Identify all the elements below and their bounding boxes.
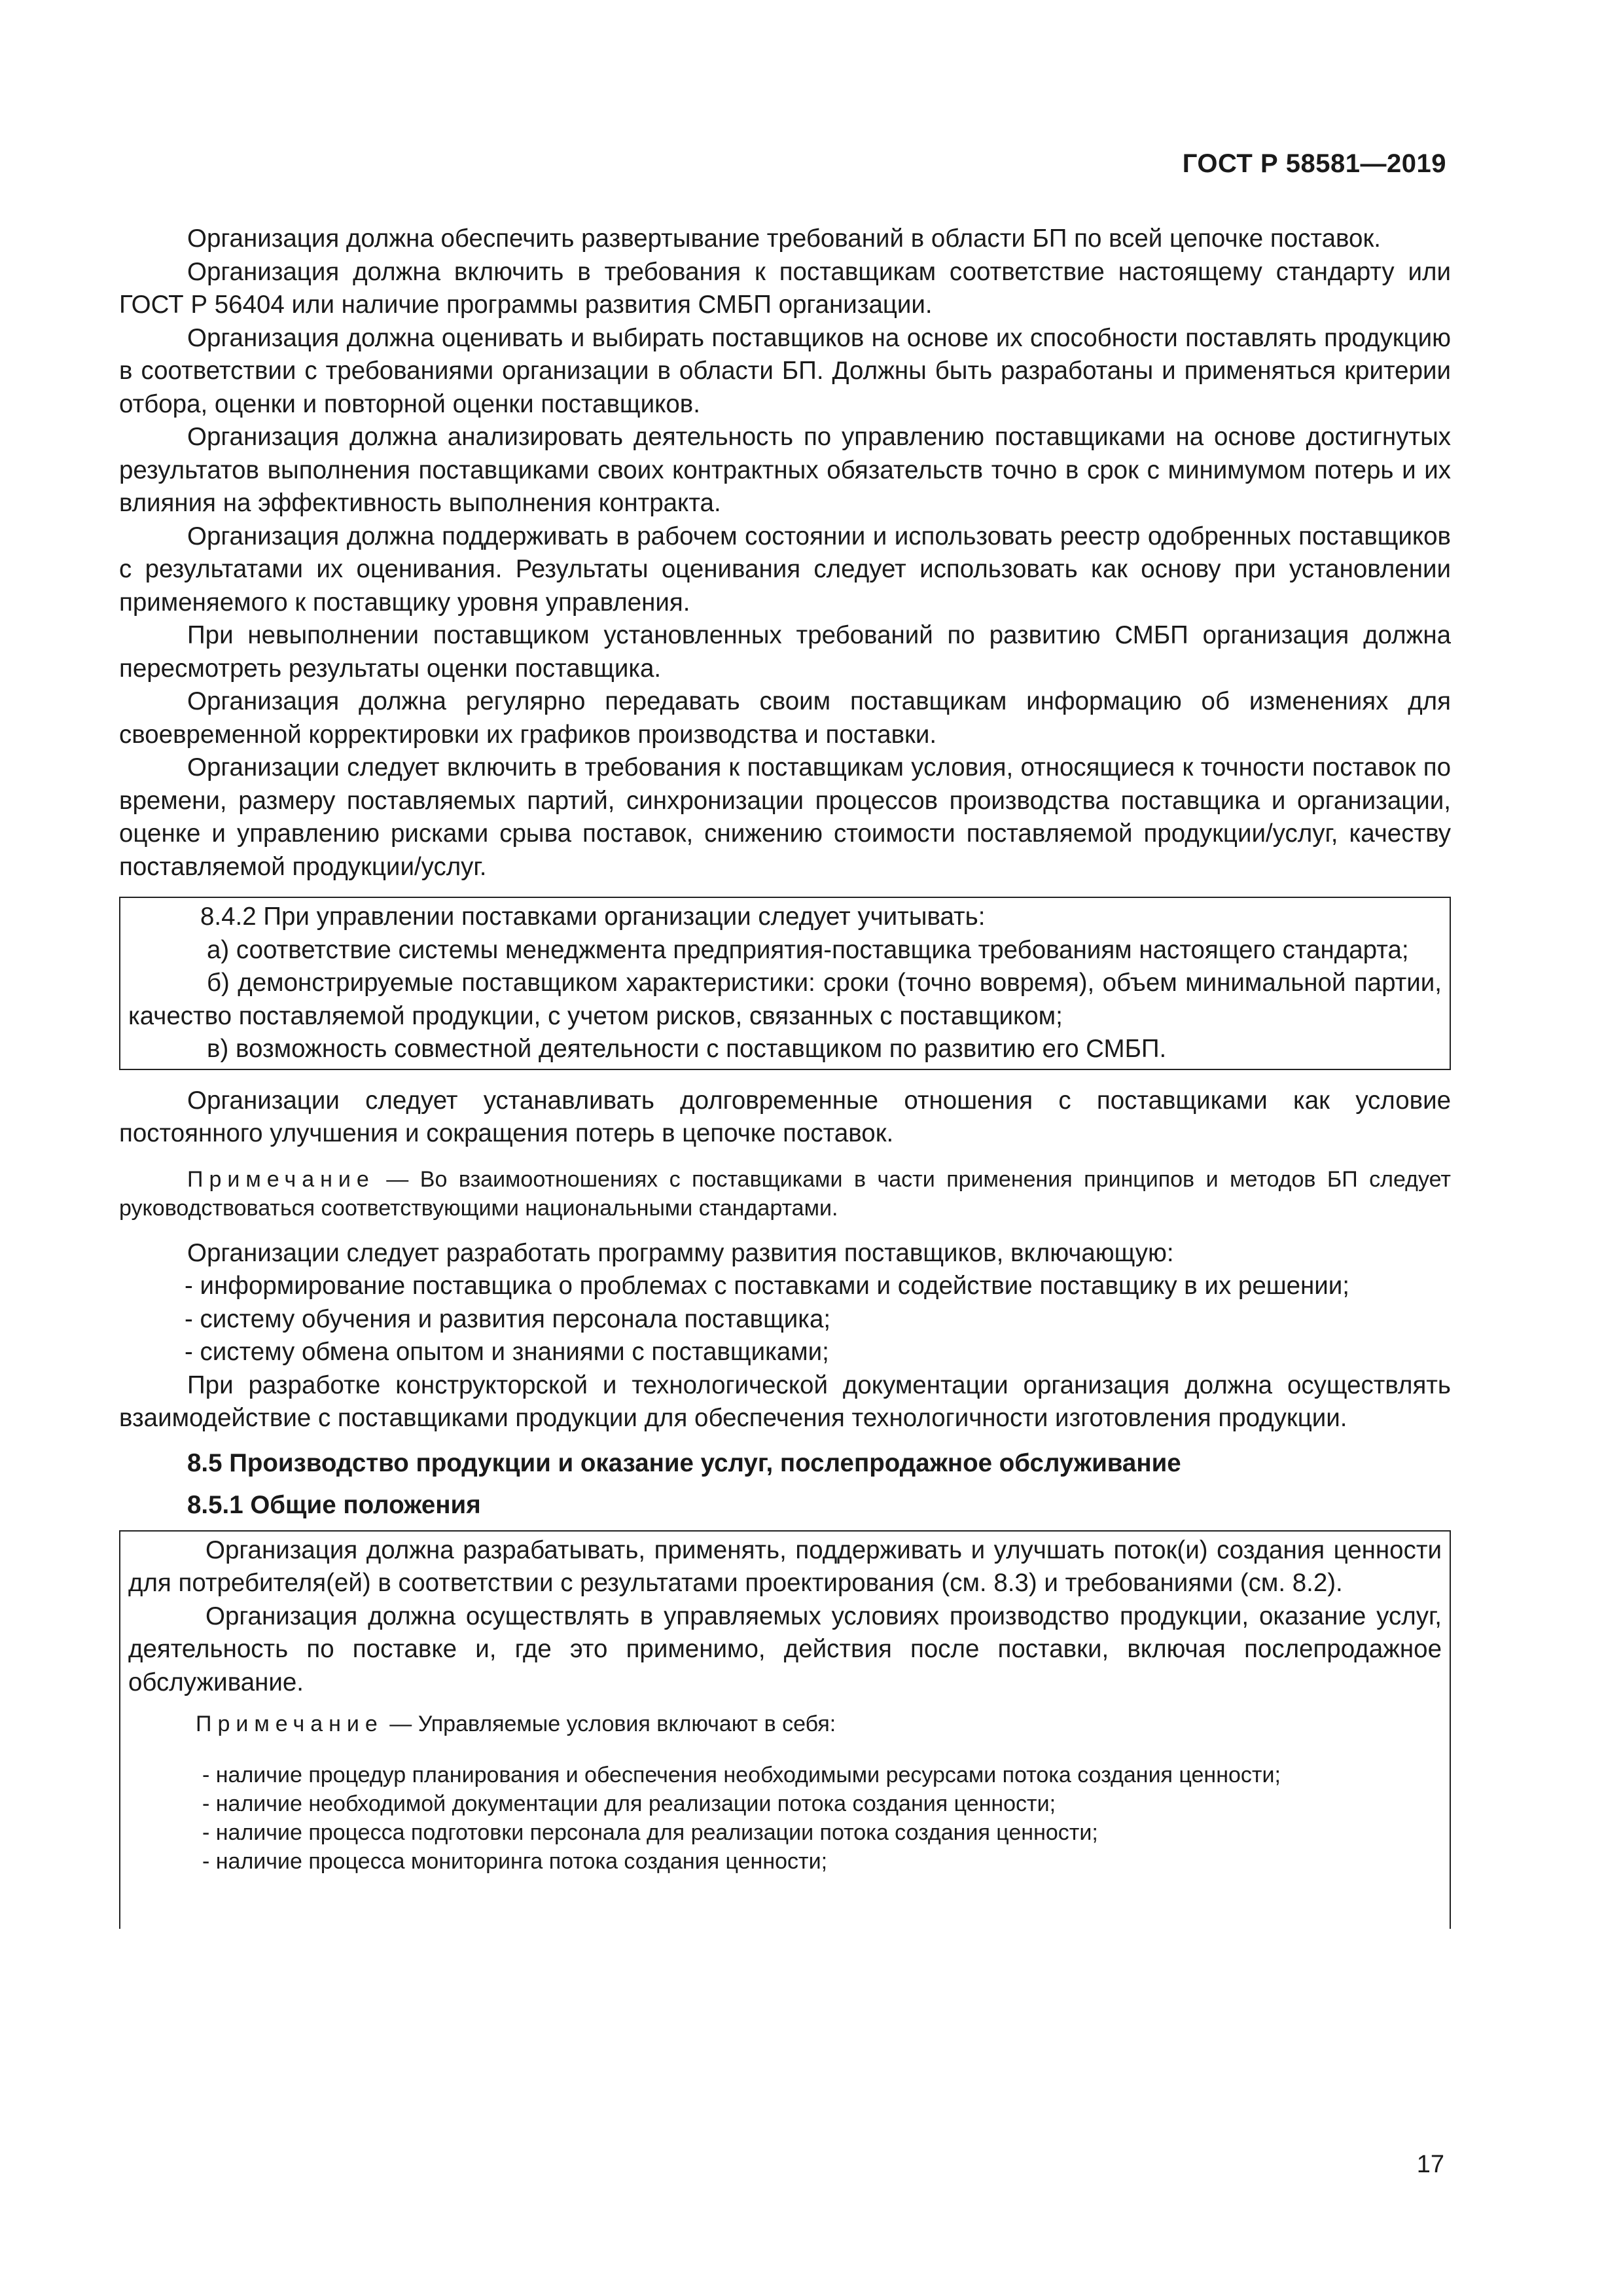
paragraph: Организация должна поддерживать в рабочем состоянии и использовать реестр одобренных поставщиков с результатами их оценивания. Результаты оценивания следует использовать как основу при установлении применяемого к поставщику уровня управления. bbox=[119, 522, 1451, 617]
note-list-item: - наличие процедур планирования и обеспечения необходимыми ресурсами потока создания ценности; bbox=[202, 1763, 1281, 1787]
list-item: - систему обучения и развития персонала поставщика; bbox=[185, 1304, 831, 1333]
clause-item-b: б) демонстрируемые поставщиком характеристики: сроки (точно вовремя), объем минимальной партии, качество поставляемой продукции, с учетом рисков, связанных с поставщиком; bbox=[128, 969, 1442, 1030]
paragraph: Организации следует разработать программу развития поставщиков, включающую: bbox=[187, 1238, 1174, 1267]
section-heading: 8.5 Производство продукции и оказание услуг, послепродажное обслуживание bbox=[187, 1448, 1181, 1477]
subsection-heading: 8.5.1 Общие положения bbox=[187, 1491, 481, 1519]
paragraph: Организация должна обеспечить развертывание требований в области БП по всей цепочке поставок. bbox=[187, 224, 1381, 253]
list-item: - систему обмена опытом и знаниями с поставщиками; bbox=[185, 1338, 829, 1366]
note-list-item: - наличие необходимой документации для реализации потока создания ценности; bbox=[202, 1791, 1056, 1816]
clause-item-c: в) возможность совместной деятельности с поставщиком по развитию его СМБП. bbox=[207, 1035, 1167, 1063]
clause-intro: 8.4.2 При управлении поставками организации следует учитывать: bbox=[200, 903, 986, 931]
note-label: Примечание bbox=[187, 1166, 375, 1192]
note-list-item: - наличие процесса мониторинга потока создания ценности; bbox=[202, 1849, 828, 1874]
boxed-clause-8-5-1 bbox=[119, 1530, 1451, 1929]
paragraph: Организации следует устанавливать долговременные отношения с поставщиками как условие постоянного улучшения и сокращения потерь в цепочке поставок. bbox=[119, 1086, 1451, 1147]
note bbox=[128, 1710, 1442, 1738]
paragraph: При разработке конструкторской и технологической документации организация должна осуществлять взаимодействие с поставщиками продукции для обеспечения технологичности изготовления продукции. bbox=[119, 1371, 1451, 1432]
paragraph: Организация должна регулярно передавать своим поставщикам информацию об изменениях для своевременной корректировки их графиков производства и поставки. bbox=[119, 687, 1451, 749]
paragraph: При невыполнении поставщиком установленных требований по развитию СМБП организация должна пересмотреть результаты оценки поставщика. bbox=[119, 621, 1451, 683]
paragraph: Организации следует включить в требования к поставщикам условия, относящиеся к точности поставок по времени, размеру поставляемых партий, синхронизации процессов производства поставщика и организации, оценке и управлению рисками срыва поставок, снижению стоимости поставляемой продукции/услуг, качеству поставляемой продукции/услуг. bbox=[119, 753, 1451, 881]
note-text: — Управляемые условия включают в себя: bbox=[383, 1712, 836, 1736]
note bbox=[119, 1165, 1451, 1223]
paragraph: Организация должна включить в требования к поставщикам соответствие настоящему стандарту или ГОСТ Р 56404 или наличие программы развития СМБП организации. bbox=[119, 257, 1451, 319]
page-content bbox=[119, 223, 1451, 1929]
paragraph: Организация должна разрабатывать, применять, поддерживать и улучшать поток(и) создания ценности для потребителя(ей) в соответствии с результатами проектирования (см. 8.3) и требованиями (см. 8.2). bbox=[128, 1535, 1442, 1597]
boxed-clause-8-4-2 bbox=[119, 897, 1451, 1070]
list-item: - информирование поставщика о проблемах с поставками и содействие поставщику в их решении; bbox=[185, 1272, 1350, 1300]
standard-header: ГОСТ Р 58581—2019 bbox=[1182, 149, 1446, 178]
clause-item-a: а) соответствие системы менеджмента предприятия-поставщика требованиям настоящего стандарта; bbox=[207, 935, 1409, 964]
note-label: Примечание bbox=[196, 1712, 383, 1736]
note-list-item: - наличие процесса подготовки персонала для реализации потока создания ценности; bbox=[202, 1820, 1098, 1845]
page-number: 17 bbox=[1416, 2151, 1444, 2178]
note-text: — Во взаимоотношениях с поставщиками в части применения принципов и методов БП следует руководствоваться соответствующими национальными стандартами. bbox=[119, 1166, 1451, 1221]
paragraph: Организация должна анализировать деятельность по управлению поставщиками на основе достигнутых результатов выполнения поставщиками своих контрактных обязательств точно в срок с минимумом потерь и их влияния на эффективность выполнения контракта. bbox=[119, 423, 1451, 517]
paragraph: Организация должна оценивать и выбирать поставщиков на основе их способности поставлять продукцию в соответствии с требованиями организации в области БП. Должны быть разработаны и применяться критерии отбора, оценки и повторной оценки поставщиков. bbox=[119, 323, 1451, 418]
paragraph: Организация должна осуществлять в управляемых условиях производство продукции, оказание услуг, деятельность по поставке и, где это применимо, действия после поставки, включая послепродажное обслуживание. bbox=[128, 1602, 1442, 1696]
